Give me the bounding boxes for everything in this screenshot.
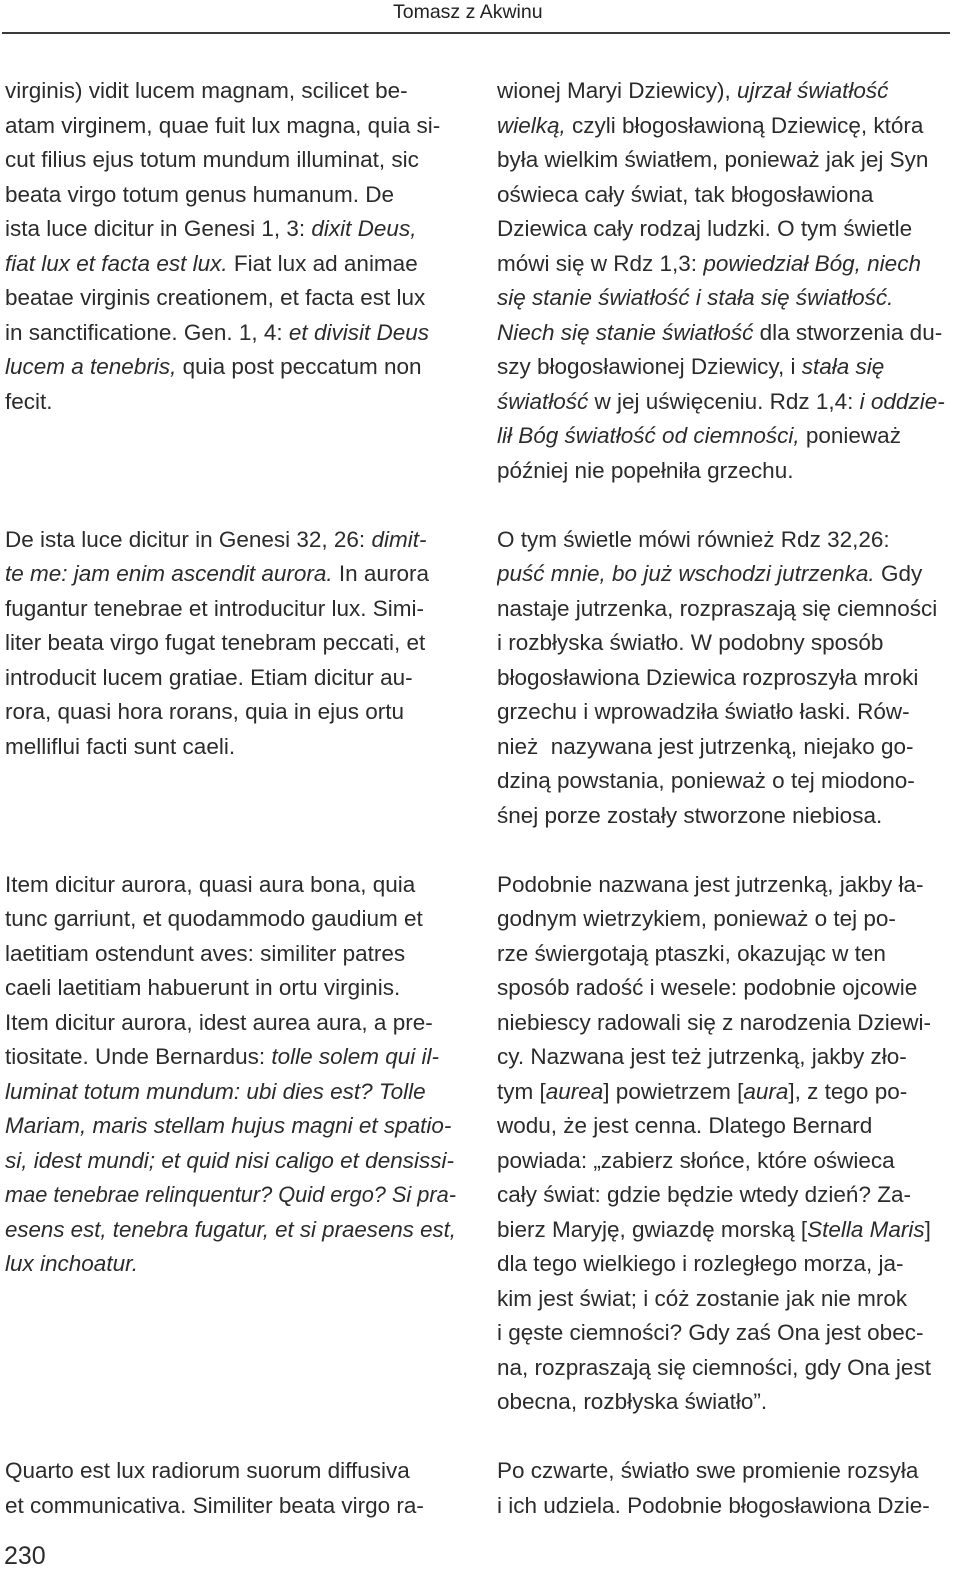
text-line bbox=[497, 143, 949, 178]
roman-text: mówi się w Rdz 1,3: bbox=[497, 250, 704, 276]
line-content bbox=[5, 902, 423, 937]
line-content bbox=[5, 937, 405, 972]
text-line bbox=[497, 523, 949, 558]
line-content bbox=[497, 592, 937, 627]
roman-text: bierz Maryję, gwiazdę morską [ bbox=[497, 1216, 808, 1242]
text-line bbox=[5, 1247, 457, 1282]
roman-text: później nie popełniła grzechu. bbox=[497, 457, 794, 483]
line-content bbox=[5, 143, 419, 178]
roman-text: Item dicitur aurora, idest aurea aura, a pre- bbox=[5, 1009, 433, 1035]
italic-text: Stella Maris bbox=[807, 1216, 925, 1242]
latin-paragraph bbox=[5, 74, 457, 488]
text-line bbox=[5, 626, 457, 661]
polish-paragraph bbox=[497, 523, 949, 834]
paragraph-pair bbox=[5, 868, 949, 1420]
text-line bbox=[497, 247, 949, 282]
roman-text: Item dicitur aurora, quasi aura bona, quia bbox=[5, 871, 416, 897]
text-line bbox=[5, 1109, 457, 1144]
line-content bbox=[497, 1282, 907, 1317]
italic-text: puść mnie, bo już wschodzi jutrzenka. bbox=[497, 561, 875, 586]
roman-text: i gęste ciemności? Gdy zaś Ona jest obec- bbox=[497, 1320, 924, 1345]
text-body bbox=[5, 74, 949, 1558]
roman-text: rze świergotają ptaszki, okazując w ten bbox=[497, 940, 886, 966]
text-line bbox=[5, 523, 457, 558]
roman-text: O tym świetle mówi również Rdz 32,26: bbox=[497, 526, 890, 552]
text-line bbox=[497, 74, 949, 109]
roman-text: czyli błogosławioną Dziewicę, która bbox=[565, 112, 924, 138]
roman-text: introducit lucem gratiae. Etiam dicitur au- bbox=[5, 664, 413, 690]
line-content bbox=[5, 1075, 426, 1110]
roman-text: i ich udziela. Podobnie błogosławiona Dzie- bbox=[497, 1492, 930, 1518]
paragraph-pair bbox=[5, 523, 949, 834]
line-content bbox=[497, 247, 921, 282]
line-content bbox=[5, 316, 429, 351]
italic-text: aurea bbox=[545, 1078, 604, 1104]
text-line bbox=[497, 902, 949, 937]
text-line bbox=[497, 1213, 949, 1248]
text-line bbox=[5, 178, 457, 213]
line-content bbox=[5, 74, 408, 109]
roman-text: Podobnie nazwana jest jutrzenką, jakby ła- bbox=[497, 871, 924, 897]
running-title: Tomasz z Akwinu bbox=[393, 1, 543, 23]
text-line bbox=[5, 557, 457, 592]
paragraph-pair bbox=[5, 1454, 949, 1523]
line-content bbox=[5, 971, 400, 1006]
italic-text: dimit- bbox=[371, 526, 427, 552]
text-line bbox=[5, 1178, 457, 1213]
roman-text: kim jest świat; i cóż zostanie jak nie mrok bbox=[497, 1285, 908, 1311]
text-line bbox=[497, 937, 949, 972]
italic-text: stała się bbox=[801, 354, 885, 379]
line-content bbox=[497, 764, 915, 799]
text-line bbox=[497, 799, 949, 834]
roman-text: grzechu i wprowadziła światło łaski. Rów- bbox=[497, 699, 910, 724]
text-line bbox=[5, 971, 457, 1006]
italic-text: światłość bbox=[497, 388, 589, 414]
line-content bbox=[497, 385, 945, 420]
roman-text: et communicativa. Similiter beata virgo ra- bbox=[5, 1492, 424, 1518]
text-line bbox=[497, 1178, 949, 1213]
roman-text: wodu, że jest cenna. Dlatego Bernard bbox=[497, 1113, 873, 1138]
line-content bbox=[497, 350, 884, 385]
line-content bbox=[5, 1144, 454, 1179]
text-line bbox=[497, 281, 949, 316]
text-line bbox=[497, 1282, 949, 1317]
roman-text: śnej porze zostały stworzone niebiosa. bbox=[497, 802, 883, 828]
roman-text: quia post peccatum non bbox=[176, 354, 422, 379]
polish-paragraph bbox=[497, 74, 949, 488]
line-content bbox=[497, 1316, 923, 1351]
roman-text: ] powietrzem [ bbox=[603, 1078, 744, 1104]
roman-text: fugantur tenebrae et introducitur lux. Simi- bbox=[5, 595, 424, 621]
text-line bbox=[5, 695, 457, 730]
roman-text: niebiescy radowali się z narodzenia Dziewi- bbox=[497, 1009, 931, 1035]
text-line bbox=[497, 1489, 949, 1524]
text-line bbox=[5, 1454, 457, 1489]
text-line bbox=[5, 143, 457, 178]
roman-text: i rozbłyska światło. W podobny sposób bbox=[497, 630, 884, 655]
line-content bbox=[497, 1178, 911, 1213]
text-line bbox=[5, 281, 457, 316]
text-line bbox=[5, 1040, 457, 1075]
line-content bbox=[5, 868, 415, 903]
text-line bbox=[497, 1144, 949, 1179]
text-line bbox=[497, 1316, 949, 1351]
italic-text: fiat lux et facta est lux. bbox=[5, 250, 228, 276]
roman-text: caeli laetitiam habuerunt in ortu virginis. bbox=[5, 975, 401, 1000]
line-content bbox=[5, 212, 416, 247]
line-content bbox=[497, 281, 893, 316]
text-line bbox=[5, 1144, 457, 1179]
line-content bbox=[5, 1247, 138, 1282]
roman-text: na, rozpraszają się ciemności, gdy Ona jest bbox=[497, 1354, 931, 1380]
text-line bbox=[497, 212, 949, 247]
line-content bbox=[497, 143, 928, 178]
roman-text: tunc garriunt, et quodammodo gaudium et bbox=[5, 906, 423, 931]
text-line bbox=[497, 350, 949, 385]
roman-text: tiositate. Unde Bernardus: bbox=[5, 1044, 272, 1069]
line-content bbox=[5, 523, 426, 558]
text-line bbox=[497, 626, 949, 661]
roman-text: ] bbox=[924, 1216, 931, 1242]
line-content bbox=[497, 454, 793, 489]
roman-text: beatae virginis creationem, et facta est lux bbox=[5, 285, 426, 310]
line-content bbox=[497, 730, 913, 765]
roman-text: Quarto est lux radiorum suorum diffusiva bbox=[5, 1458, 410, 1483]
italic-text: powiedział Bóg, niech bbox=[703, 250, 921, 276]
italic-text: lux inchoatur. bbox=[5, 1251, 138, 1276]
roman-text: melliflui facti sunt caeli. bbox=[5, 733, 236, 759]
line-content bbox=[497, 1454, 918, 1489]
roman-text: fecit. bbox=[5, 388, 53, 414]
roman-text: cut filius ejus totum mundum illuminat, sic bbox=[5, 147, 419, 172]
text-line bbox=[5, 385, 457, 420]
text-line bbox=[497, 1075, 949, 1110]
text-line bbox=[497, 1109, 949, 1144]
latin-paragraph bbox=[5, 523, 457, 834]
line-content bbox=[497, 1144, 895, 1179]
italic-text: mae tenebrae relinquentur? Quid ergo? Si pra- bbox=[5, 1182, 456, 1207]
line-content bbox=[5, 1489, 424, 1524]
line-content bbox=[5, 281, 425, 316]
italic-text: aura bbox=[743, 1078, 789, 1104]
line-content bbox=[497, 937, 886, 972]
text-line bbox=[5, 109, 457, 144]
italic-text: ujrzał światłość bbox=[737, 78, 889, 103]
latin-paragraph bbox=[5, 1454, 457, 1523]
line-content bbox=[5, 178, 394, 213]
roman-text: powiada: „zabierz słońce, które oświeca bbox=[497, 1147, 895, 1173]
line-content bbox=[497, 799, 882, 834]
roman-text: błogosławiona Dziewica rozproszyła mroki bbox=[497, 664, 919, 690]
line-content bbox=[5, 247, 418, 282]
line-content bbox=[5, 350, 422, 385]
text-line bbox=[497, 1385, 949, 1420]
italic-text: lucem a tenebris, bbox=[5, 354, 177, 379]
text-line bbox=[5, 350, 457, 385]
roman-text: dla stworzenia du- bbox=[753, 319, 943, 345]
line-content bbox=[497, 109, 923, 144]
text-line bbox=[5, 1075, 457, 1110]
line-content bbox=[5, 557, 429, 592]
text-line bbox=[5, 1006, 457, 1041]
text-line bbox=[5, 868, 457, 903]
text-line bbox=[497, 419, 949, 454]
roman-text: dziną powstania, ponieważ o tej miodono- bbox=[497, 768, 915, 793]
text-line bbox=[497, 1454, 949, 1489]
line-content bbox=[5, 1454, 410, 1489]
line-content bbox=[497, 1247, 903, 1282]
text-line bbox=[497, 695, 949, 730]
line-content bbox=[497, 626, 883, 661]
line-content bbox=[5, 730, 235, 765]
text-line bbox=[497, 1247, 949, 1282]
text-line bbox=[5, 247, 457, 282]
roman-text: ponieważ bbox=[799, 423, 901, 448]
roman-text: Fiat lux ad animae bbox=[227, 250, 418, 276]
text-line bbox=[497, 1351, 949, 1386]
roman-text: laetitiam ostendunt aves: similiter patres bbox=[5, 940, 406, 966]
roman-text: beata virgo totum genus humanum. De bbox=[5, 181, 394, 207]
line-content bbox=[497, 523, 890, 558]
text-line bbox=[5, 1489, 457, 1524]
roman-text: szy błogosławionej Dziewicy, i bbox=[497, 354, 802, 379]
line-content bbox=[5, 109, 440, 144]
text-line bbox=[497, 109, 949, 144]
line-content bbox=[497, 178, 873, 213]
line-content bbox=[497, 1075, 907, 1110]
line-content bbox=[497, 868, 924, 903]
polish-paragraph bbox=[497, 1454, 949, 1523]
roman-text: obecna, rozbłyska światło”. bbox=[497, 1389, 768, 1414]
line-content bbox=[497, 1040, 907, 1075]
roman-text: liter beata virgo fugat tenebram peccati, et bbox=[5, 630, 426, 655]
roman-text: cały świat: gdzie będzie wtedy dzień? Za- bbox=[497, 1182, 911, 1207]
text-line bbox=[497, 1040, 949, 1075]
roman-text: tym [ bbox=[497, 1078, 546, 1104]
roman-text: in sanctificatione. Gen. 1, 4: bbox=[5, 319, 289, 345]
line-content bbox=[5, 661, 413, 696]
text-line bbox=[5, 212, 457, 247]
line-content bbox=[5, 1213, 456, 1248]
line-content bbox=[5, 695, 404, 730]
roman-text: cy. Nazwana jest też jutrzenką, jakby zło- bbox=[497, 1044, 907, 1069]
line-content bbox=[5, 1178, 456, 1213]
roman-text: nież nazywana jest jutrzenką, niejako go- bbox=[497, 733, 914, 759]
italic-text: te me: jam enim ascendit aurora. bbox=[5, 561, 333, 586]
italic-text: wielką, bbox=[497, 112, 566, 138]
text-line bbox=[5, 661, 457, 696]
line-content bbox=[497, 1489, 930, 1524]
text-line bbox=[497, 1006, 949, 1041]
italic-text: si, idest mundi; et quid nisi caligo et densissi- bbox=[5, 1147, 454, 1173]
text-line bbox=[497, 592, 949, 627]
line-content bbox=[497, 1109, 872, 1144]
roman-text: ], z tego po- bbox=[788, 1078, 908, 1104]
line-content bbox=[497, 1385, 767, 1420]
italic-text: się stanie światłość i stała się światłość. bbox=[497, 285, 894, 310]
italic-text: esens est, tenebra fugatur, et si praesens est, bbox=[5, 1216, 456, 1242]
line-content bbox=[497, 316, 942, 351]
text-line bbox=[5, 316, 457, 351]
roman-text: rora, quasi hora rorans, quia in ejus ortu bbox=[5, 699, 404, 724]
line-content bbox=[497, 1351, 931, 1386]
roman-text: dla tego wielkiego i rozległego morza, ja- bbox=[497, 1251, 904, 1276]
roman-text: Dziewica cały rodzaj ludzki. O tym świetle bbox=[497, 216, 913, 241]
polish-paragraph bbox=[497, 868, 949, 1420]
italic-text: luminat totum mundum: ubi dies est? Tolle bbox=[5, 1078, 426, 1104]
roman-text: w jej uświęceniu. Rdz 1,4: bbox=[588, 388, 860, 414]
text-line bbox=[497, 730, 949, 765]
text-line bbox=[497, 764, 949, 799]
text-line bbox=[497, 178, 949, 213]
line-content bbox=[497, 902, 896, 937]
roman-text: Po czwarte, światło swe promienie rozsyła bbox=[497, 1458, 919, 1483]
text-line bbox=[5, 937, 457, 972]
roman-text: Gdy bbox=[874, 561, 923, 586]
italic-text: Mariam, maris stellam hujus magni et spatio- bbox=[5, 1113, 452, 1138]
text-line bbox=[497, 316, 949, 351]
italic-text: i oddzie- bbox=[859, 388, 945, 414]
page-number: 230 bbox=[4, 1542, 46, 1570]
line-content bbox=[497, 74, 888, 109]
text-line bbox=[497, 385, 949, 420]
text-line bbox=[497, 971, 949, 1006]
line-content bbox=[5, 592, 424, 627]
line-content bbox=[497, 212, 912, 247]
roman-text: nastaje jutrzenka, rozpraszają się ciemności bbox=[497, 595, 938, 621]
line-content bbox=[5, 385, 53, 420]
text-line bbox=[5, 592, 457, 627]
roman-text: ista luce dicitur in Genesi 1, 3: bbox=[5, 216, 312, 241]
text-line bbox=[5, 902, 457, 937]
text-line bbox=[5, 1213, 457, 1248]
paragraph-pair bbox=[5, 74, 949, 488]
line-content bbox=[5, 1109, 451, 1144]
text-line bbox=[5, 74, 457, 109]
roman-text: De ista luce dicitur in Genesi 32, 26: bbox=[5, 526, 372, 552]
line-content bbox=[497, 557, 922, 592]
line-content bbox=[497, 1213, 931, 1248]
line-content bbox=[497, 695, 910, 730]
roman-text: atam virginem, quae fuit lux magna, quia si- bbox=[5, 112, 441, 138]
italic-text: lił Bóg światłość od ciemności, bbox=[497, 423, 800, 448]
text-line bbox=[497, 868, 949, 903]
roman-text: była wielkim światłem, ponieważ jak jej Syn bbox=[497, 147, 929, 172]
roman-text: godnym wietrzykiem, ponieważ o tej po- bbox=[497, 906, 896, 931]
line-content bbox=[5, 1006, 433, 1041]
line-content bbox=[5, 626, 425, 661]
roman-text: wionej Maryi Dziewicy), bbox=[497, 78, 738, 103]
roman-text: In aurora bbox=[332, 561, 429, 586]
header-rule bbox=[2, 32, 950, 34]
text-line bbox=[497, 661, 949, 696]
latin-paragraph bbox=[5, 868, 457, 1420]
roman-text: sposób radość i wesele: podobnie ojcowie bbox=[497, 975, 918, 1000]
line-content bbox=[497, 1006, 931, 1041]
text-line bbox=[497, 557, 949, 592]
line-content bbox=[497, 419, 901, 454]
italic-text: Niech się stanie światłość bbox=[497, 319, 754, 345]
text-line bbox=[497, 454, 949, 489]
italic-text: tolle solem qui il- bbox=[271, 1044, 439, 1069]
line-content bbox=[497, 661, 918, 696]
line-content bbox=[5, 1040, 439, 1075]
text-line bbox=[5, 730, 457, 765]
line-content bbox=[497, 971, 917, 1006]
roman-text: virginis) vidit lucem magnam, scilicet be- bbox=[5, 78, 408, 103]
roman-text: oświeca cały świat, tak błogosławiona bbox=[497, 181, 874, 207]
italic-text: et divisit Deus bbox=[288, 319, 429, 345]
italic-text: dixit Deus, bbox=[311, 216, 417, 241]
